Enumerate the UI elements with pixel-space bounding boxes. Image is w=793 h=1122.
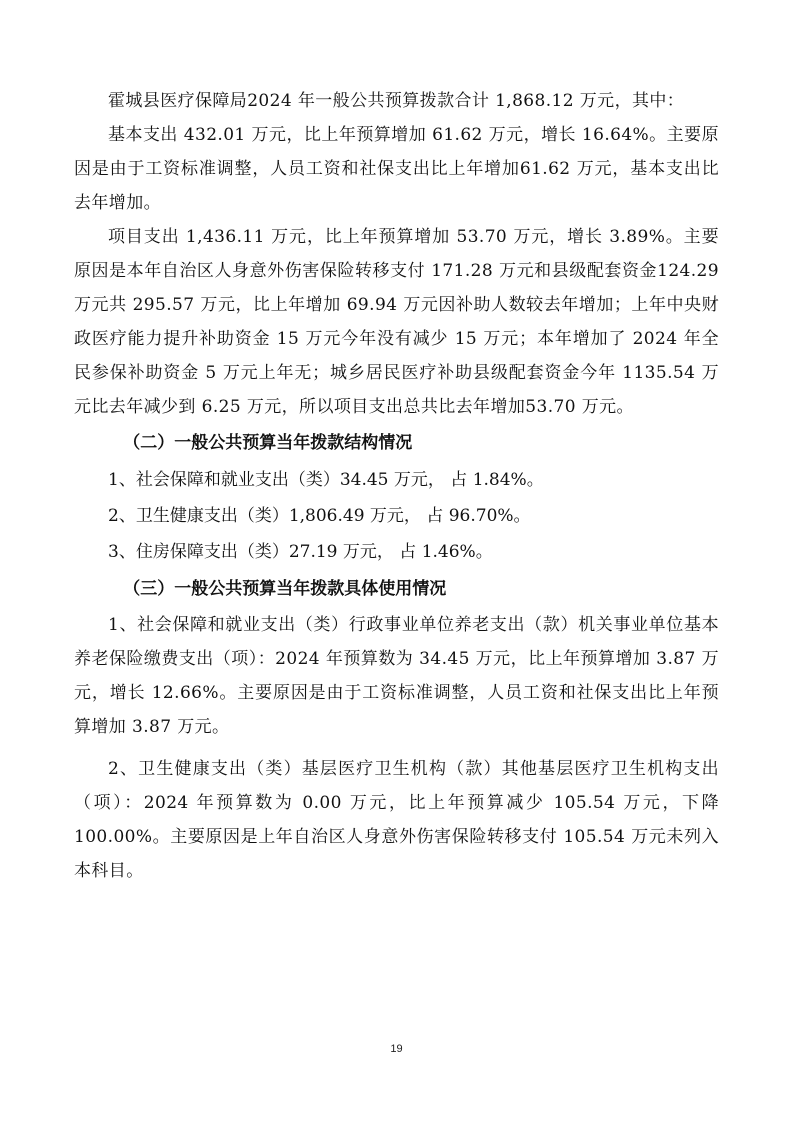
page-number: 19: [390, 1043, 403, 1055]
paragraph-total-appropriation: 霍城县医疗保障局2024 年一般公共预算拨款合计 1,868.12 万元，其中：: [108, 91, 685, 111]
paragraph-spacer: [74, 744, 719, 752]
document-body: [74, 84, 719, 888]
paragraph-usage-social-security: 1、社会保障和就业支出（类）行政事业单位养老支出（款）机关事业单位基本养老保险缴费支出（项）：2024 年预算数为 34.45 万元，比上年预算增加 3.87 万元，增长 12.66%。主要原因是由于工资标准调整，人员工资和社保支出比上年预算增加 3.87 万元。: [74, 615, 719, 737]
paragraph-basic-expenditure: 基本支出 432.01 万元，比上年预算增加 61.62 万元，增长 16.64%。主要原因是由于工资标准调整，人员工资和社保支出比上年增加61.62 万元，基本支出比去年增加。: [74, 125, 719, 213]
paragraph-usage-health: 2、卫生健康支出（类）基层医疗卫生机构（款）其他基层医疗卫生机构支出（项）：2024 年预算数为 0.00 万元，比上年预算减少 105.54 万元，下降100.00%。主要原因是上年自治区人身意外伤害保险转移支付 105.54 万元未列入本科目。: [74, 759, 719, 881]
section-heading-appropriation-structure: （二）一般公共预算当年拨款结构情况: [123, 433, 413, 453]
structure-item-housing: 3、住房保障支出（类）27.19 万元， 占 1.46%。: [108, 542, 493, 562]
paragraph-project-expenditure: 项目支出 1,436.11 万元，比上年预算增加 53.70 万元，增长 3.89%。主要原因是本年自治区人身意外伤害保险转移支付 171.28 万元和县级配套资金124.29 万元共 295.57 万元，比上年增加 69.94 万元因补助人数较去年增加；上年中央财政医疗能力提升补助资金 15 万元今年没有减少 15 万元；本年增加了 2024 年全民参保补助资金 5 万元上年无；城乡居民医疗补助县级配套资金今年 1135.54 万元比去年减少到 6.25 万元，所以项目支出总共比去年增加53.70 万元。: [74, 227, 719, 417]
structure-item-social-security: 1、社会保障和就业支出（类）34.45 万元， 占 1.84%。: [108, 470, 544, 490]
structure-item-health: 2、卫生健康支出（类）1,806.49 万元， 占 96.70%。: [108, 506, 531, 526]
section-heading-appropriation-usage: （三）一般公共预算当年拨款具体使用情况: [123, 579, 447, 599]
